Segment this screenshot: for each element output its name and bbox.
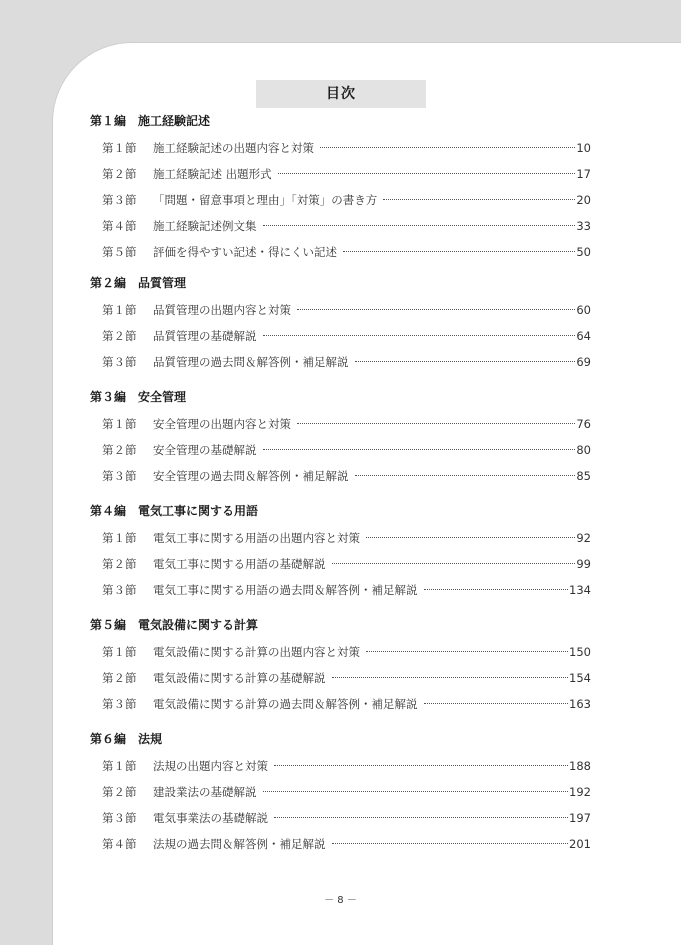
page-number: 201: [569, 837, 591, 851]
dot-leader: [274, 765, 568, 766]
toc-entry[interactable]: [90, 213, 591, 239]
toc-entry[interactable]: [90, 187, 591, 213]
part-heading: 第５編 電気設備に関する計算: [90, 618, 259, 632]
toc-entry[interactable]: [90, 665, 591, 691]
section-title: 電気設備に関する計算の過去問＆解答例・補足解説: [153, 697, 418, 711]
dot-leader: [366, 537, 575, 538]
section-title: 法規の出題内容と対策: [153, 759, 268, 773]
dot-leader: [263, 449, 576, 450]
dot-leader: [383, 199, 575, 200]
section-number: 第２節: [102, 785, 137, 799]
section-number: 第２節: [102, 167, 137, 181]
section-title: 安全管理の出題内容と対策: [153, 417, 291, 431]
dot-leader: [424, 589, 569, 590]
toc-entry[interactable]: [90, 577, 591, 603]
dot-leader: [332, 677, 569, 678]
page-number: 197: [569, 811, 591, 825]
dot-leader: [332, 843, 569, 844]
section-title: 建設業法の基礎解説: [153, 785, 257, 799]
dot-leader: [263, 335, 576, 336]
page-footer: － 8 －: [324, 895, 357, 906]
toc-title: 目次: [256, 80, 426, 108]
dot-leader: [332, 563, 576, 564]
toc-part: [90, 615, 591, 717]
dot-leader: [297, 309, 575, 310]
toc-entry[interactable]: [90, 463, 591, 489]
dot-leader: [355, 361, 576, 362]
toc-entry[interactable]: [90, 239, 591, 265]
section-number: 第１節: [102, 531, 137, 545]
page-number: 154: [569, 671, 591, 685]
page-number: 80: [576, 443, 591, 457]
section-title: 電気設備に関する計算の基礎解説: [153, 671, 326, 685]
page-number: 163: [569, 697, 591, 711]
dot-leader: [278, 173, 576, 174]
section-number: 第３節: [102, 469, 137, 483]
dot-leader: [366, 651, 568, 652]
part-heading: 第６編 法規: [90, 732, 163, 746]
section-title: 品質管理の基礎解説: [153, 329, 257, 343]
section-title: 安全管理の基礎解説: [153, 443, 257, 457]
toc-entry[interactable]: [90, 349, 591, 375]
dot-leader: [343, 251, 575, 252]
section-number: 第１節: [102, 303, 137, 317]
dot-leader: [424, 703, 569, 704]
section-number: 第３節: [102, 811, 137, 825]
section-title: 電気工事に関する用語の出題内容と対策: [153, 531, 360, 545]
part-heading: 第１編 施工経験記述: [90, 114, 211, 128]
toc-entry[interactable]: [90, 691, 591, 717]
toc-entry[interactable]: [90, 297, 591, 323]
part-heading: 第３編 安全管理: [90, 390, 187, 404]
toc-part: [90, 111, 591, 265]
toc-entry[interactable]: [90, 551, 591, 577]
section-number: 第３節: [102, 697, 137, 711]
dot-leader: [320, 147, 575, 148]
section-number: 第３節: [102, 583, 137, 597]
page-number: 92: [576, 531, 591, 545]
part-heading: 第２編 品質管理: [90, 276, 187, 290]
section-title: 法規の過去問＆解答例・補足解説: [153, 837, 326, 851]
toc-entry[interactable]: [90, 831, 591, 857]
section-title: 施工経験記述の出題内容と対策: [153, 141, 314, 155]
table-of-contents: [90, 111, 591, 857]
page-number: 69: [576, 355, 591, 369]
toc-entry[interactable]: [90, 437, 591, 463]
page-number: 188: [569, 759, 591, 773]
page-number: 17: [576, 167, 591, 181]
toc-part: [90, 501, 591, 603]
section-number: 第２節: [102, 443, 137, 457]
page-number: 192: [569, 785, 591, 799]
page-number: 60: [576, 303, 591, 317]
toc-entry[interactable]: [90, 779, 591, 805]
page-number: 64: [576, 329, 591, 343]
dot-leader: [355, 475, 576, 476]
section-number: 第２節: [102, 329, 137, 343]
section-number: 第１節: [102, 759, 137, 773]
section-number: 第３節: [102, 355, 137, 369]
section-number: 第４節: [102, 219, 137, 233]
toc-part: [90, 729, 591, 857]
section-number: 第５節: [102, 245, 137, 259]
toc-entry[interactable]: [90, 639, 591, 665]
section-title: 電気工事に関する用語の過去問＆解答例・補足解説: [153, 583, 418, 597]
page-number: 10: [576, 141, 591, 155]
page-number: 99: [576, 557, 591, 571]
section-number: 第１節: [102, 645, 137, 659]
section-number: 第２節: [102, 557, 137, 571]
section-title: 評価を得やすい記述・得にくい記述: [153, 245, 337, 259]
page-number: 150: [569, 645, 591, 659]
dot-leader: [274, 817, 568, 818]
part-heading: 第４編 電気工事に関する用語: [90, 504, 259, 518]
toc-part: [90, 273, 591, 375]
toc-entry[interactable]: [90, 753, 591, 779]
page-number: 50: [576, 245, 591, 259]
toc-entry[interactable]: [90, 135, 591, 161]
toc-entry[interactable]: [90, 805, 591, 831]
dot-leader: [263, 791, 569, 792]
section-title: 電気事業法の基礎解説: [153, 811, 268, 825]
toc-entry[interactable]: [90, 525, 591, 551]
toc-entry[interactable]: [90, 411, 591, 437]
section-title: 安全管理の過去問＆解答例・補足解説: [153, 469, 349, 483]
section-title: 施工経験記述例文集: [153, 219, 257, 233]
toc-part: [90, 387, 591, 489]
section-title: 施工経験記述 出題形式: [153, 167, 272, 181]
section-number: 第３節: [102, 193, 137, 207]
page-number: 85: [576, 469, 591, 483]
section-title: 電気工事に関する用語の基礎解説: [153, 557, 326, 571]
dot-leader: [297, 423, 575, 424]
page-number: 76: [576, 417, 591, 431]
page-number: 20: [576, 193, 591, 207]
toc-entry[interactable]: [90, 161, 591, 187]
dot-leader: [263, 225, 576, 226]
section-number: 第１節: [102, 141, 137, 155]
section-title: 品質管理の出題内容と対策: [153, 303, 291, 317]
toc-entry[interactable]: [90, 323, 591, 349]
section-title: 電気設備に関する計算の出題内容と対策: [153, 645, 360, 659]
section-number: 第２節: [102, 671, 137, 685]
section-title: 「問題・留意事項と理由」「対策」の書き方: [153, 193, 378, 207]
page-number: 33: [576, 219, 591, 233]
section-title: 品質管理の過去問＆解答例・補足解説: [153, 355, 349, 369]
section-number: 第１節: [102, 417, 137, 431]
section-number: 第４節: [102, 837, 137, 851]
page-number: 134: [569, 583, 591, 597]
